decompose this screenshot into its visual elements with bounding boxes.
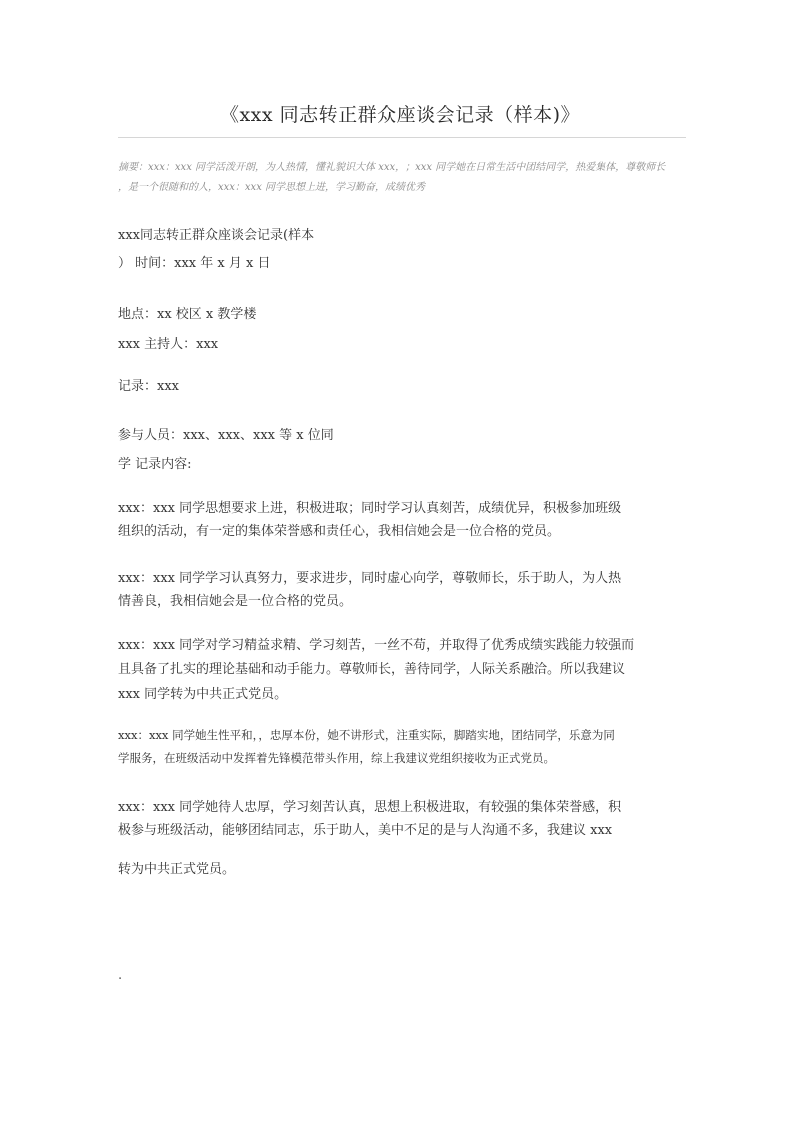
host-line: xxx 主持人：xxx bbox=[118, 337, 219, 352]
document-title: 《xxx 同志转正群众座谈会记录（样本)》 bbox=[219, 104, 581, 126]
time-line: ） 时间：xxx 年 x 月 x 日 bbox=[118, 256, 271, 271]
paragraph-line: xxx：xxx 同学学习认真努力，要求进步，同时虚心向学，尊敬师长，乐于助人，为人热 bbox=[118, 571, 622, 586]
abstract-line: 摘要：xxx：xxx 同学活泼开朗，为人热情，懂礼貌识大体 xxx，；xxx 同学她在日常生活中团结同学，热爱集体，尊敬师长 bbox=[118, 162, 666, 173]
end-mark: . bbox=[118, 968, 123, 983]
paragraph-line: 且具备了扎实的理论基础和动手能力。尊敬师长，善待同学，人际关系融洽。所以我建议 bbox=[118, 662, 626, 677]
location-line: 地点：xx 校区 x 教学楼 bbox=[118, 307, 257, 322]
paragraph-line: 组织的活动，有一定的集体荣誉感和责任心，我相信她会是一位合格的党员。 bbox=[118, 524, 561, 539]
participants-line: 学 记录内容: bbox=[118, 457, 192, 472]
title-divider bbox=[118, 137, 686, 138]
paragraph-line: xxx：xxx 同学对学习精益求精、学习刻苦，一丝不苟，并取得了优秀成绩实践能力较强而 bbox=[118, 638, 635, 653]
paragraph-line: xxx：xxx 同学思想要求上进，积极进取；同时学习认真刻苦，成绩优异，积极参加班级 bbox=[118, 501, 622, 516]
abstract-line: ，是一个很随和的人，xxx：xxx 同学思想上进，学习勤奋，成绩优秀 bbox=[118, 182, 426, 193]
paragraph-line: xxx：xxx 同学她生性平和，，忠厚本份，她不讲形式，注重实际，脚踏实地，团结同学，乐意为同 bbox=[118, 728, 615, 742]
paragraph-line: xxx：xxx 同学她待人忠厚，学习刻苦认真，思想上积极进取，有较强的集体荣誉感，积 bbox=[118, 800, 622, 815]
participants-line: 参与人员：xxx、xxx、xxx 等 x 位同 bbox=[118, 428, 334, 443]
paragraph-line: 转为中共正式党员。 bbox=[118, 862, 236, 877]
heading-line: xxx同志转正群众座谈会记录(样本 bbox=[118, 228, 315, 243]
abstract bbox=[118, 158, 700, 198]
paragraph-line: 极参与班级活动，能够团结同志，乐于助人，美中不足的是与人沟通不多，我建议 xxx bbox=[118, 823, 613, 838]
paragraph-line: xxx 同学转为中共正式党员。 bbox=[118, 687, 288, 702]
paragraph-line: 学服务，在班级活动中发挥着先锋模范带头作用，综上我建议党组织接收为正式党员。 bbox=[118, 751, 555, 765]
recorder-line: 记录：xxx bbox=[118, 379, 179, 394]
paragraph-line: 情善良，我相信她会是一位合格的党员。 bbox=[118, 594, 353, 609]
